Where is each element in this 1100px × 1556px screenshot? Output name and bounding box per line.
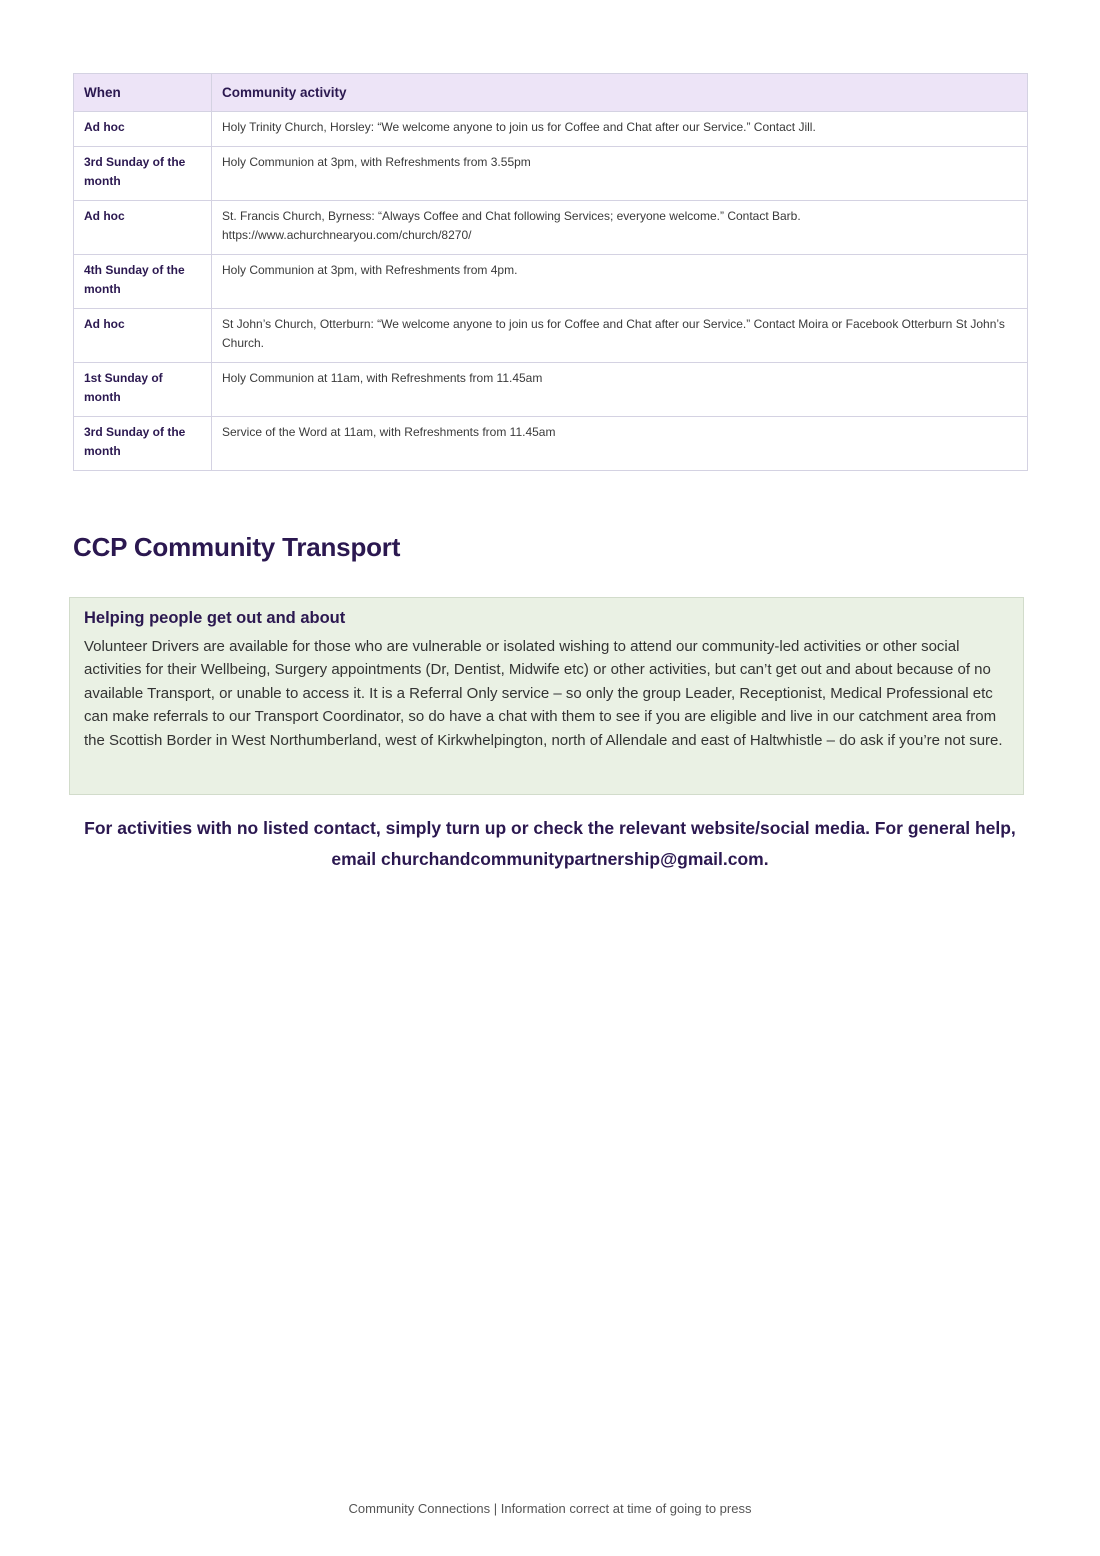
info-box-heading: Helping people get out and about (84, 609, 346, 627)
row-activity: Holy Communion at 3pm, with Refreshments from 3.55pm (212, 147, 1028, 201)
transport-info-box (69, 597, 1024, 795)
table-row (74, 363, 1028, 417)
row-activity: Holy Trinity Church, Horsley: “We welcome anyone to join us for Coffee and Chat after our Service.” Contact Jill. (212, 112, 1028, 147)
row-when: 1st Sunday of month (74, 363, 212, 417)
header-community-activity: Community activity (212, 74, 1028, 112)
community-activities-table (73, 73, 1028, 471)
page-footer: Community Connections | Information correct at time of going to press (348, 1501, 752, 1516)
table-row (74, 147, 1028, 201)
header-when: When (74, 74, 212, 112)
row-when: 4th Sunday of the month (74, 255, 212, 309)
table-row (74, 255, 1028, 309)
table-header-row (74, 74, 1028, 112)
table-row (74, 309, 1028, 363)
row-when: 3rd Sunday of the month (74, 417, 212, 471)
table-row (74, 417, 1028, 471)
general-help-note: For activities with no listed contact, simply turn up or check the relevant website/social media. For general help, email churchandcommunitypartnership@gmail.com. (84, 818, 1016, 869)
row-activity: Service of the Word at 11am, with Refreshments from 11.45am (212, 417, 1028, 471)
row-when: Ad hoc (74, 201, 212, 255)
row-activity: Holy Communion at 3pm, with Refreshments from 4pm. (212, 255, 1028, 309)
row-activity: Holy Communion at 11am, with Refreshments from 11.45am (212, 363, 1028, 417)
row-activity: St. Francis Church, Byrness: “Always Coffee and Chat following Services; everyone welcome.” Contact Barb. https://www.achurchnearyou.com/church/8270/ (212, 201, 1028, 255)
row-when: 3rd Sunday of the month (74, 147, 212, 201)
row-when: Ad hoc (74, 309, 212, 363)
table-row (74, 201, 1028, 255)
row-activity: St John’s Church, Otterburn: “We welcome anyone to join us for Coffee and Chat after our Service.” Contact Moira or Facebook Otterburn St John’s Church. (212, 309, 1028, 363)
table-row (74, 112, 1028, 147)
info-box-text: Volunteer Drivers are available for those who are vulnerable or isolated wishing to attend our community-led activities or other social activities for their Wellbeing, Surgery appointments (Dr, Dentist, Midwife etc) or other activities, but can’t get out and about because of no available Transport, or unable to access it. It is a Referral Only service – so only the group Leader, Receptionist, Medical Professional etc can make referrals to our Transport Coordinator, so do have a chat with them to see if you are eligible and live in our catchment area from the Scottish Border in West Northumberland, west of Kirkwhelpington, north of Allendale and east of Haltwhistle – do ask if you’re not sure. (84, 638, 1003, 749)
row-when: Ad hoc (74, 112, 212, 147)
section-title-community-transport: CCP Community Transport (73, 532, 401, 562)
